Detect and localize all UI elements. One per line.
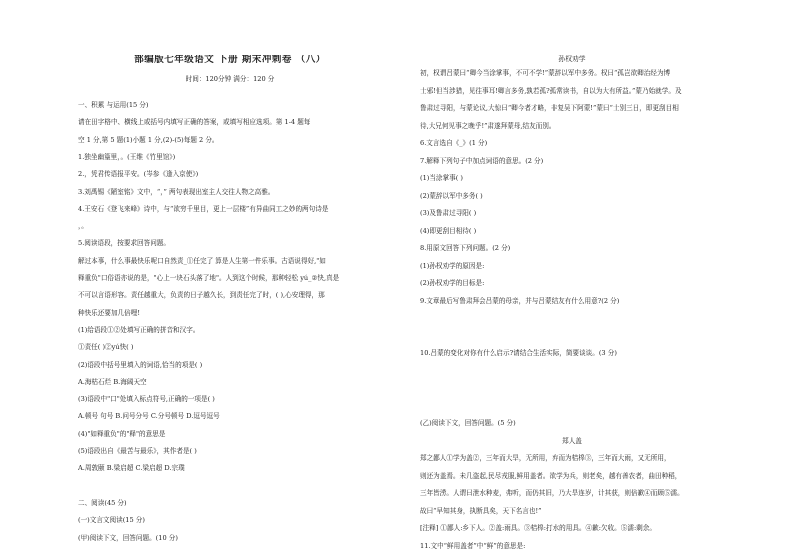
right-line: (乙)阅读下文，回答问题。(5 分) (420, 419, 516, 427)
right-line: [注释] ①鄙人:乡下人。②盖:雨具。③桔槔:打水的用具。④歉:欠收。⑤濡:剩余。 (420, 524, 656, 532)
right-line: 待,大兄何见事之晚乎!”肃遂拜蒙母,结友而别。 (420, 121, 556, 130)
left-line: 4.王安石《登飞来峰》诗中，与“欲穷千里目，更上一层楼”有异曲同工之妙的两句诗是 (78, 204, 329, 213)
right-line: 7.解释下列句子中加点词语的意思。(2 分) (420, 156, 544, 165)
left-line: A.周敦颐 B.梁启超 C.梁启超 D.宗璞 (78, 464, 185, 473)
exam-subtitle: 时间：120分钟 满分：120 分 (185, 75, 275, 83)
right-line: (2)蒙辞以军中多务( ) (420, 191, 483, 200)
right-line: 郑人盖 (562, 436, 582, 445)
right-line: (4)即更刮目相待( ) (420, 226, 477, 235)
right-line: 则还为盖焉。未几盗起,民尽戎服,鲜用盖者。欲学为兵，则老矣，越有善农者，曲田种稻， (420, 471, 682, 480)
right-line: 初，权谓吕蒙曰“卿今当涂掌事，不可不学!”蒙辞以军中多务。权曰“孤岂欲卿治经为博 (420, 69, 671, 77)
left-line: (1)给语段①②处填写正确的拼音和汉字。 (78, 325, 200, 334)
left-line: 请在田字格中、横线上或括号内填写正确的答案，或填写相应选项。第 1-4 题每 (78, 118, 311, 127)
right-line: (3)及鲁肃过寻阳( ) (420, 209, 477, 217)
right-line: 11.文中“鲜用盖者”中“鲜”的意思是: (420, 541, 526, 550)
right-line: 士邪!但当涉猎，见往事耳!卿言多务,孰若孤?孤常读书，自以为大有所益。”蒙乃始就学。及 (420, 86, 682, 95)
left-line: (3)语段中"口"处填入标点符号,正确的一项是( ) (78, 395, 215, 404)
right-line: 鲁肃过寻阳，与蒙论议,大惊曰“卿今者才略，非复吴下阿蒙!”蒙曰“士别三日，即更刮目相 (420, 104, 679, 112)
left-line: (5)语段出自《最苦与最乐》，其作者是( ) (78, 447, 197, 455)
right-line: 9.文章最后写鲁肃拜会吕蒙的母亲，并与吕蒙结友有什么用意?(2 分) (420, 296, 620, 305)
left-line: 空 1 分,第 5 题(1)小题 1 分,(2)-(5)每题 2 分。 (78, 135, 219, 144)
left-line: 种快乐还要加几倍哩! (78, 308, 140, 317)
right-line: (2)孙权劝学的目标是: (420, 279, 485, 287)
left-line: (2)语段中括号里填入的词语,恰当的项是( ) (78, 360, 203, 369)
left-line: ，。 (78, 222, 88, 231)
left-line: (4)"如释重负"的"释"的意思是 (78, 429, 166, 438)
right-line: 郑之鄙人①学为盖②，三年而大旱，无所用，弃而为桔槔③，三年而大雨，又无所用， (420, 454, 671, 462)
left-line: 释重负"口俗语亦说的是，"心上一块石头落了地"。人到这个时候，那种轻松 yú_②快,真是 (78, 274, 340, 282)
left-line: (一)文言文阅读(15 分) (78, 516, 145, 525)
right-line: (1)孙权劝学的原因是: (420, 261, 485, 270)
left-line: 2.，凭君传语报平安。(岑参《逢入京使》) (78, 170, 199, 179)
right-line: 10.吕蒙的变化对你有什么启示?请结合生活实际，简要谈谈。(3 分) (420, 349, 617, 357)
left-line: 5.阅读语段，按要求回答问题。 (78, 239, 171, 248)
left-line: 一、积累 与运用(15 分) (78, 101, 149, 109)
left-line: A.海枯石烂 B.海阔天空 (78, 377, 147, 386)
right-line: 故曰“早知其身，执断具矣，天下名言也!” (420, 506, 542, 515)
right-line: 8.用原文回答下列问题。(2 分) (420, 244, 511, 252)
left-line: 1.独坐幽篁里，。(王维《竹里馆》) (78, 152, 176, 161)
passage-title: 孙权劝学 (558, 55, 586, 63)
right-line: (1)当涂掌事( ) (420, 174, 463, 182)
exam-title: 部编版七年级语文 下册 期末冲刺卷 （八） (134, 55, 326, 64)
left-line: 3.刘禹锡《陋室铭》文中，“，” 两句表现出室主人交往人物之高雅。 (78, 187, 275, 196)
right-line: 三年皆涝。人谓曰泄水种麦，弗听，而仍其旧，乃大旱连岁，计其获，则倍歉④而顾⑤濡。 (420, 489, 684, 497)
left-line: 二、阅读(45 分) (78, 498, 127, 507)
left-line: 解过本事，什么事最快乐呢口自然责_①任完了 算是人生第一件乐事。古语说得好,"如 (78, 256, 326, 265)
right-line: 6.文言选自《_》(1 分) (420, 139, 488, 147)
left-line: A.顿号 句号 B.问号分号 C.分号顿号 D.逗号逗号 (78, 412, 220, 421)
left-line: (甲)阅读下文，回答问题。(10 分) (78, 533, 178, 542)
left-line: ①责任( )②yú快( ) (78, 343, 134, 352)
left-line: 不可以言语形容。责任越重大，负责的日子越久长，到责任完了时，( ),心安理得，那 (78, 291, 325, 300)
